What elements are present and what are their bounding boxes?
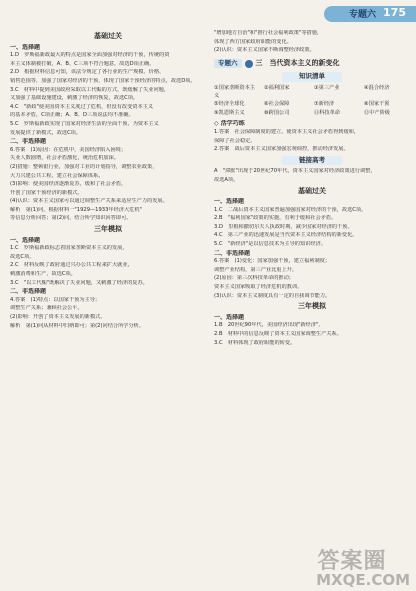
section-heading: 三年模拟 — [94, 225, 122, 234]
answer-line: 大力兴建公共工程，建立社会保障体系。 — [10, 172, 104, 179]
knowledge-grid — [214, 85, 410, 117]
answer-line: 的基本矛盾，C项正确；A、B、D三项说法均不准确。 — [10, 112, 134, 119]
answer-line: 4.C 第三产业的迅速发展是当代资本主义经济结构的新变化。 — [214, 232, 358, 239]
page-number: 175 — [383, 6, 406, 19]
grid-item: ⑪科技革命 — [314, 109, 340, 116]
watermark-logo: 答案圈 — [317, 549, 387, 574]
answer-line: 1.答案 社会保障制度的建立，使资本主义社会矛盾得到缓和， — [214, 128, 360, 135]
subheading: ◇ 活学巧练 — [214, 120, 245, 128]
answer-line: 销售范围等，加强了国家对经济的干预，体现了国家干预经济的特点，故选D项。 — [10, 77, 196, 84]
answer-line: (2)措施：整顿银行业，加强对工业的计划指导，调整农业政策， — [10, 163, 158, 170]
answer-line: 故选A项。 — [214, 176, 239, 183]
answer-line: 体现了西方国家政府职能的变化。 — [214, 38, 292, 45]
answer-line: 2.D 根据材料信息可知，该法令规定了各行业的生产规模、价格、 — [10, 69, 165, 76]
grid-item: ⑩跨国公司 — [264, 109, 290, 116]
left-column — [10, 30, 206, 331]
grid-item: ③第三产业 — [314, 84, 340, 91]
answer-line: 1.C 罗斯福新政标志着国家垄断资本主义的发展， — [10, 245, 128, 252]
answer-line: (2)影响：开创了资本主义发展的新模式。 — [10, 314, 106, 320]
answer-line: 2.答案 战后资本主义国家加强宏观调控，推动经济发展。 — [214, 146, 349, 153]
subheading: 二、非选择题 — [10, 288, 47, 296]
answer-line: 4.C "新政"使美国资本主义度过了危机，但没有改变资本主义 — [10, 103, 154, 110]
answer-line: 3.D 里根和撒切尔夫人执政时期，减少国家对经济的干预。 — [214, 223, 353, 230]
grid-item: ②福利国家 — [264, 84, 290, 91]
answer-line: 失业人数剧增，社会矛盾激化，统治危机加深。 — [10, 155, 119, 162]
answer-line: 故选C项。 — [10, 253, 35, 260]
answer-line: 解析 第(1)问，根据材料一"1929—1933年经济大危机" — [10, 206, 142, 213]
grid-item: ⑥社会保障 — [264, 101, 290, 108]
right-column — [214, 30, 410, 348]
answer-line: (2)认识：资本主义国家不断调整经济政策。 — [214, 47, 315, 54]
subheading: 二、非选择题 — [10, 138, 47, 146]
answer-line: 3.C 材料中提到美国政府采取以工代赈的方式，既缓解了失业问题， — [10, 86, 170, 93]
answer-line: "增加地方自治"和"推行社会福利政策"等措施， — [214, 30, 323, 36]
answer-line: 解析 第(1)问从材料中归纳即可；第(2)问结合所学分析。 — [10, 322, 145, 329]
answer-line: A "滞胀"出现于20世纪70年代，资本主义国家对经济政策进行调整， — [214, 168, 376, 175]
watermark-url: MXQE.COM — [316, 571, 410, 589]
topic-title: 三 当代资本主义的新变化 — [255, 58, 340, 67]
topic-dot-icon — [245, 60, 253, 68]
grid-item: ①国家垄断资本主义 — [214, 84, 255, 99]
subheading: 一、选择题 — [10, 43, 41, 51]
grid-item: ⑤经济全球化 — [214, 101, 245, 108]
answer-line: 1.C 二战后资本主义国家普遍加强国家对经济的干预，故选C项。 — [214, 206, 367, 213]
answer-line: 6.答案 (1)原因：在危机中，美国经济陷入困境； — [10, 146, 127, 153]
link-exam-heading: 链接高考 — [282, 156, 342, 166]
answer-line: 2.C 材料反映了政府通过兴办公共工程来扩大就业， — [10, 262, 133, 269]
answer-line: 3.C 材料体现了政府职能的转变。 — [214, 339, 296, 346]
answer-line: 本主义体制被打破，A、B、C三项不符合题意，故选D项正确。 — [10, 60, 155, 67]
answer-line: 开创了国家干预经济的新模式。 — [10, 189, 83, 196]
answer-line: (3)影响：使美国经济逐渐复苏，缓和了社会矛盾， — [10, 181, 127, 188]
subheading: 一、选择题 — [214, 198, 245, 206]
answer-line: 2.B "福利国家"政策的实施，有利于缓和社会矛盾。 — [214, 215, 337, 222]
answer-line: 3.C "以工代赈"既解决了失业问题，又刺激了经济的复苏。 — [10, 279, 148, 286]
answer-line: 又加强了基础设施建设，刺激了经济的恢复，故选C项。 — [10, 95, 139, 102]
answer-line: (4)认识：资本主义国家可以通过调整生产关系来适应生产力的发展。 — [10, 198, 168, 205]
grid-item: ⑨凯恩斯主义 — [214, 109, 245, 116]
topic-header — [214, 59, 410, 69]
answer-line: 2.B 材料中的信息反映了资本主义国家调整生产关系。 — [214, 331, 342, 337]
answer-line: (2)原因：第三次科技革命的推动； — [214, 275, 294, 282]
section-heading: 三年模拟 — [298, 302, 326, 311]
answer-line: 6.答案 (1)变化：国家加强干预，建立福利制度； — [214, 258, 331, 265]
answer-line: 调整产业结构，第三产业比重上升。 — [214, 266, 298, 273]
answer-line: 1.B 20世纪90年代，美国经济出现"新经济"， — [214, 322, 324, 329]
answer-line: 等信息分析回答；第(2)问，结合所学知识回答即可。 — [10, 215, 132, 222]
chapter-label: 专题六 — [348, 10, 376, 20]
answer-line: 5.C "新经济"是以信息技术为主导的知识经济。 — [214, 241, 326, 248]
topic-tag: 专题六 — [214, 59, 242, 69]
answer-line: 5.C 罗斯福新政实现了国家对经济生活的全面干预，为资本主义 — [10, 120, 159, 127]
answer-line: 资本主义国家吸取了经济危机的教训。 — [214, 284, 303, 291]
answer-line: 保障了社会稳定。 — [214, 137, 256, 144]
answer-line: 1.D 罗斯福新政最大的特点是国家全面加强对经济的干预，传统的资 — [10, 52, 170, 59]
grid-item: ⑦新经济 — [314, 101, 335, 108]
answer-line: (3)认识：资本主义制度具有一定的自我调节能力。 — [214, 292, 331, 299]
answer-line: 刺激消费和生产，故选C项。 — [10, 271, 76, 278]
grid-item: ④混合经济 — [364, 84, 390, 91]
subheading: 一、选择题 — [214, 313, 245, 321]
subheading: 一、选择题 — [10, 236, 41, 244]
subheading: 二、非选择题 — [214, 249, 251, 257]
answer-line: 发展提供了新模式，故选C项。 — [10, 129, 82, 136]
section-heading: 基础过关 — [298, 186, 326, 195]
grid-item: ⑫中产阶级 — [364, 109, 390, 116]
grid-item: ⑧国家干预 — [364, 101, 390, 108]
answer-line: 调整生产关系；兼顾社会公平。 — [10, 305, 83, 312]
section-heading: 基础过关 — [94, 32, 122, 40]
answer-line: 4.答案 (1)特点：以国家干预为主导； — [10, 296, 101, 303]
page-header — [0, 0, 416, 26]
knowledge-list-heading: 知识清单 — [282, 72, 342, 82]
